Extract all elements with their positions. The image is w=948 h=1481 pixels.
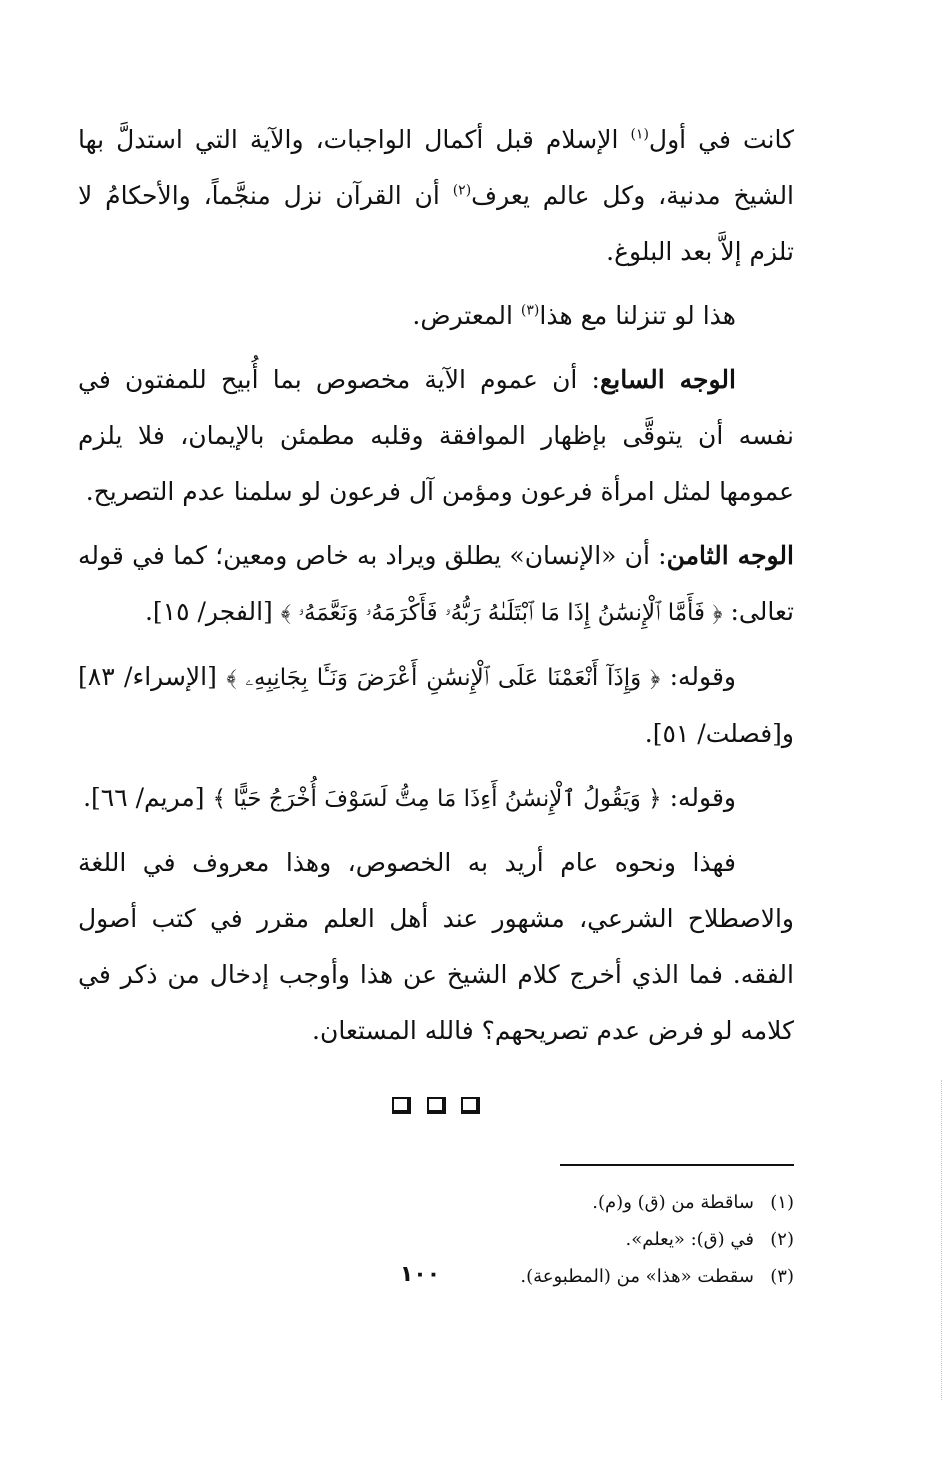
text-run: [الفجر/ ١٥]. — [144, 597, 281, 626]
paragraph — [78, 835, 794, 1059]
text-run: [الإسراء/ ٨٣] و[فصلت/ ٥١]. — [78, 662, 794, 748]
footnote-reference: (٢) — [452, 182, 472, 199]
footnote-text: ساقطة من (ق) و(م). — [592, 1192, 754, 1213]
footnote-item — [78, 1221, 794, 1258]
footnote-text: في (ق): «يعلم». — [625, 1229, 754, 1250]
paragraph — [78, 770, 794, 827]
footnote-text: سقطت «هذا» من (المطبوعة). — [520, 1266, 754, 1287]
footnote-item — [78, 1184, 794, 1221]
quran-verse: ﴿ وَيَقُولُ ٱلْإِنسَٰنُ أَءِذَا مَا مِتُّ لَسَوْفَ أُخْرَجُ حَيًّا ﴾ — [212, 786, 662, 812]
section-ornament — [78, 1097, 794, 1118]
text-run: كانت في أول — [648, 125, 795, 154]
page-body — [78, 112, 794, 1295]
text-run: وقوله: — [660, 662, 736, 691]
paragraph — [78, 288, 794, 344]
paragraph — [78, 649, 794, 762]
text-run: فهذا ونحوه عام أريد به الخصوص، وهذا معروف في اللغة والاصطلاح الشرعي، مشهور عند أهل العلم مقرر في كتب أصول الفقه. فما الذي أخرج كلام الشيخ عن هذا وأوجب إدخال من ذكر في كلامه لو فرض عدم تصريحهم؟ فالله المستعان. — [78, 848, 794, 1045]
text-run: : أن «الإنسان» يطلق ويراد به خاص ومعين؛ كما في قوله تعالى: — [78, 541, 794, 626]
paragraph — [78, 112, 794, 280]
paragraph — [78, 528, 794, 641]
ornament-square — [461, 1097, 480, 1114]
footnote-reference: (٣) — [520, 302, 540, 319]
quran-verse: ﴿ وَإِذَآ أَنْعَمْنَا عَلَى ٱلْإِنسَٰنِ أَعْرَضَ وَنَـَٔا بِجَانِبِهِۦ ﴾ — [226, 665, 661, 691]
main-text — [78, 112, 794, 1059]
footnote-separator — [560, 1164, 794, 1166]
text-run: هذا لو تنزلنا مع هذا — [539, 301, 736, 330]
footnote-number: (٣) — [770, 1266, 794, 1287]
text-run: المعترض. — [412, 301, 521, 330]
section-label: الوجه الثامن — [666, 541, 794, 570]
text-run: وقوله: — [661, 783, 736, 812]
scan-edge-mark — [941, 1080, 943, 1400]
section-label: الوجه السابع — [599, 365, 736, 394]
footnote-number: (١) — [770, 1192, 794, 1213]
text-run: : أن عموم الآية مخصوص بما أُبيح للمفتون في نفسه أن يتوقَّى بإظهار الموافقة وقلبه مطمئن بالإيمان، فلا يلزم عمومها لمثل امرأة فرعون ومؤمن آل فرعون لو سلمنا عدم التصريح. — [78, 365, 794, 506]
text-run: الإسلام قبل أكمال الواجبات، والآية التي استدلَّ بها الشيخ مدنية، وكل عالم يعرف — [78, 125, 795, 210]
footnote-reference: (١) — [630, 126, 649, 143]
text-run: أن القرآن نزل منجَّماً، والأحكامُ لا تلزم إلاَّ بعد البلوغ. — [78, 181, 794, 266]
text-run: [مريم/ ٦٦]. — [83, 783, 213, 812]
ornament-square — [392, 1097, 411, 1114]
ornament-square — [427, 1097, 446, 1114]
page-number: ١٠٠ — [399, 1262, 441, 1287]
paragraph — [78, 352, 794, 520]
quran-verse: ﴿ فَأَمَّا ٱلْإِنسَٰنُ إِذَا مَا ٱبْتَلَىٰهُ رَبُّهُۥ فَأَكْرَمَهُۥ وَنَعَّمَهُۥ ﴾ — [280, 600, 723, 626]
footnote-number: (٢) — [770, 1229, 794, 1250]
